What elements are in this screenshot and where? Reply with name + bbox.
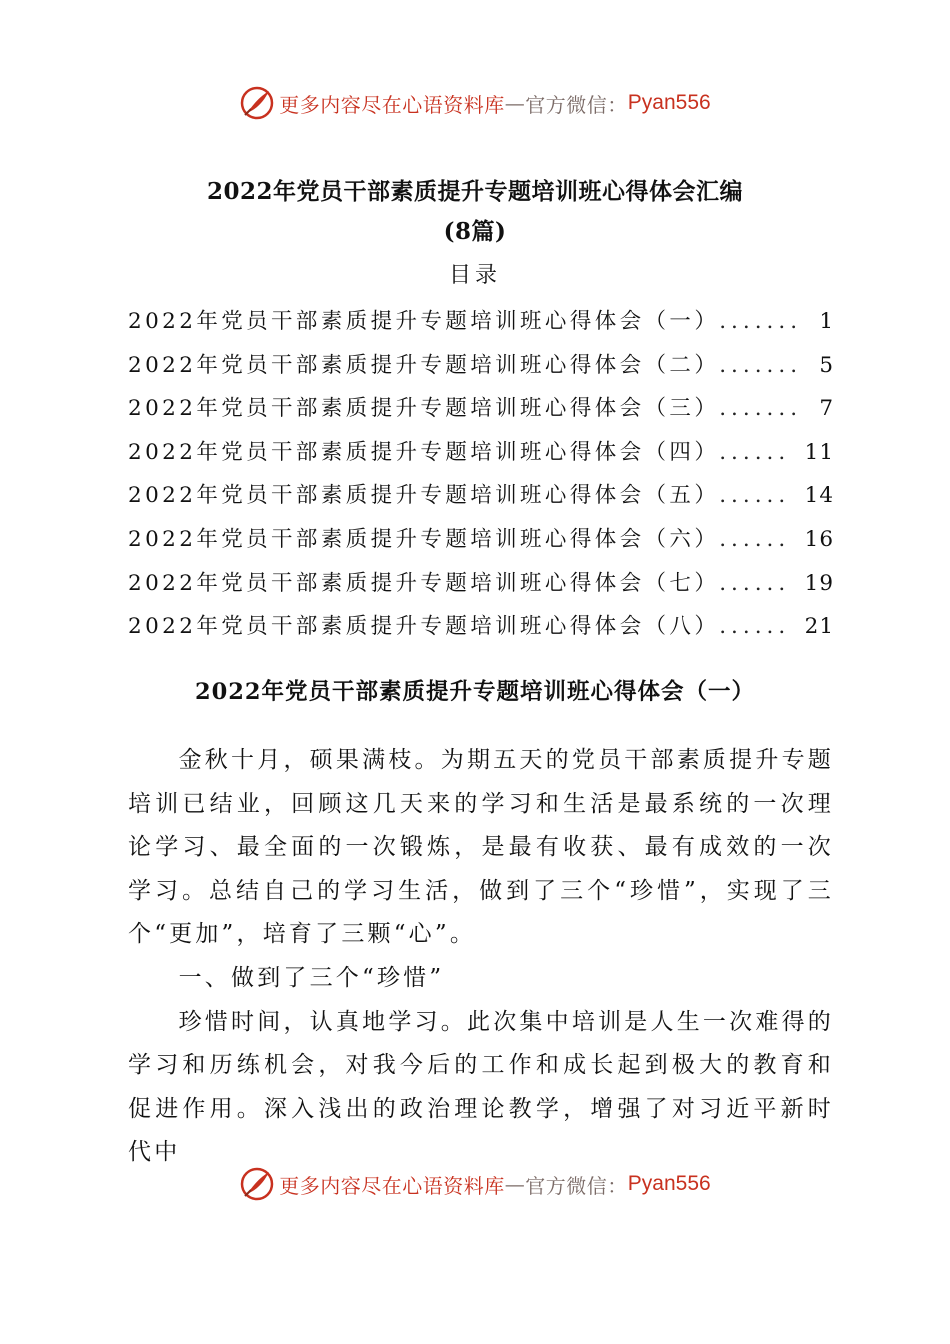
watermark-banner-bottom [0,1162,950,1206]
toc-item-label: 2022年党员干部素质提升专题培训班心得体会（八） [128,614,720,640]
watermark-banner-top [0,81,950,125]
toc-item-leader: ....... [719,309,803,334]
document-title-count: (8篇) [443,218,507,245]
toc-item-leader: ....... [719,352,803,378]
watermark-separator: — [504,91,526,115]
document-title: 2022年党员干部素质提升专题培训班心得体会汇编 [206,178,743,205]
toc-item-leader: ....... [719,396,803,422]
toc-item[interactable] [128,300,834,344]
toc-item-label: 2022年党员干部素质提升专题培训班心得体会（四） [128,439,720,465]
watermark-official-label: 官方微信： [525,1173,628,1198]
quill-pen-icon [239,1166,275,1202]
toc-item-label: 2022年党员干部素质提升专题培训班心得体会（六） [128,526,720,552]
toc-item[interactable] [128,605,834,649]
section-title: 2022年党员干部素质提升专题培训班心得体会（一） [194,679,756,705]
toc-heading: 目录 [448,263,501,288]
toc-item-label: 2022年党员干部素质提升专题培训班心得体会（七） [128,570,720,596]
toc-item-leader: ...... [719,614,791,640]
toc-item-page: 16 [804,526,834,552]
toc-item-page: 19 [804,570,834,596]
watermark-official-label: 官方微信： [525,92,628,117]
toc-item[interactable] [128,344,834,388]
paragraph-heading: 一、做到了三个“珍惜” [178,964,445,991]
toc-item-label: 2022年党员干部素质提升专题培训班心得体会（一） [128,309,720,334]
watermark-account: Pyan556 [627,1172,711,1195]
toc-item-leader: ...... [719,483,791,509]
toc-item[interactable] [128,387,834,431]
toc-item-page: 11 [804,439,834,465]
paragraph: 珍惜时间，认真地学习。此次集中培训是人生一次难得的学习和历练机会，对我今后的工作和成长起到极大的教育和促进作用。深入浅出的政治理论教学，增强了对习近平新时代中 [128,1008,834,1166]
watermark-brand: 更多内容尽在心语资料库 [279,1173,505,1198]
table-of-contents [128,300,834,649]
paragraph: 金秋十月，硕果满枝。为期五天的党员干部素质提升专题培训已结业，回顾这几天来的学习和生活是最系统的一次理论学习、最全面的一次锻炼，是最有收获、最有成效的一次学习。总结自己的学习生活，做到了三个“珍惜”，实现了三个“更加”，培育了三颗“心”。 [128,747,834,948]
body-text [128,739,834,1175]
toc-item-label: 2022年党员干部素质提升专题培训班心得体会（五） [128,483,720,509]
toc-item-page: 7 [819,396,834,422]
toc-item-page: 14 [804,483,834,509]
toc-item-page: 21 [804,614,834,640]
watermark-separator: — [504,1172,526,1196]
quill-pen-icon [239,85,275,121]
toc-item-leader: ...... [719,570,791,596]
toc-item-leader: ...... [719,526,791,552]
toc-item-page: 1 [819,309,834,334]
toc-item[interactable] [128,562,834,606]
toc-item-label: 2022年党员干部素质提升专题培训班心得体会（二） [128,352,720,378]
watermark-brand: 更多内容尽在心语资料库 [279,92,505,117]
toc-item-label: 2022年党员干部素质提升专题培训班心得体会（三） [128,396,720,422]
toc-item[interactable] [128,431,834,475]
toc-item-leader: ...... [719,439,791,465]
toc-item[interactable] [128,474,834,518]
toc-item-page: 5 [819,352,834,378]
watermark-account: Pyan556 [627,91,711,114]
toc-item[interactable] [128,518,834,562]
